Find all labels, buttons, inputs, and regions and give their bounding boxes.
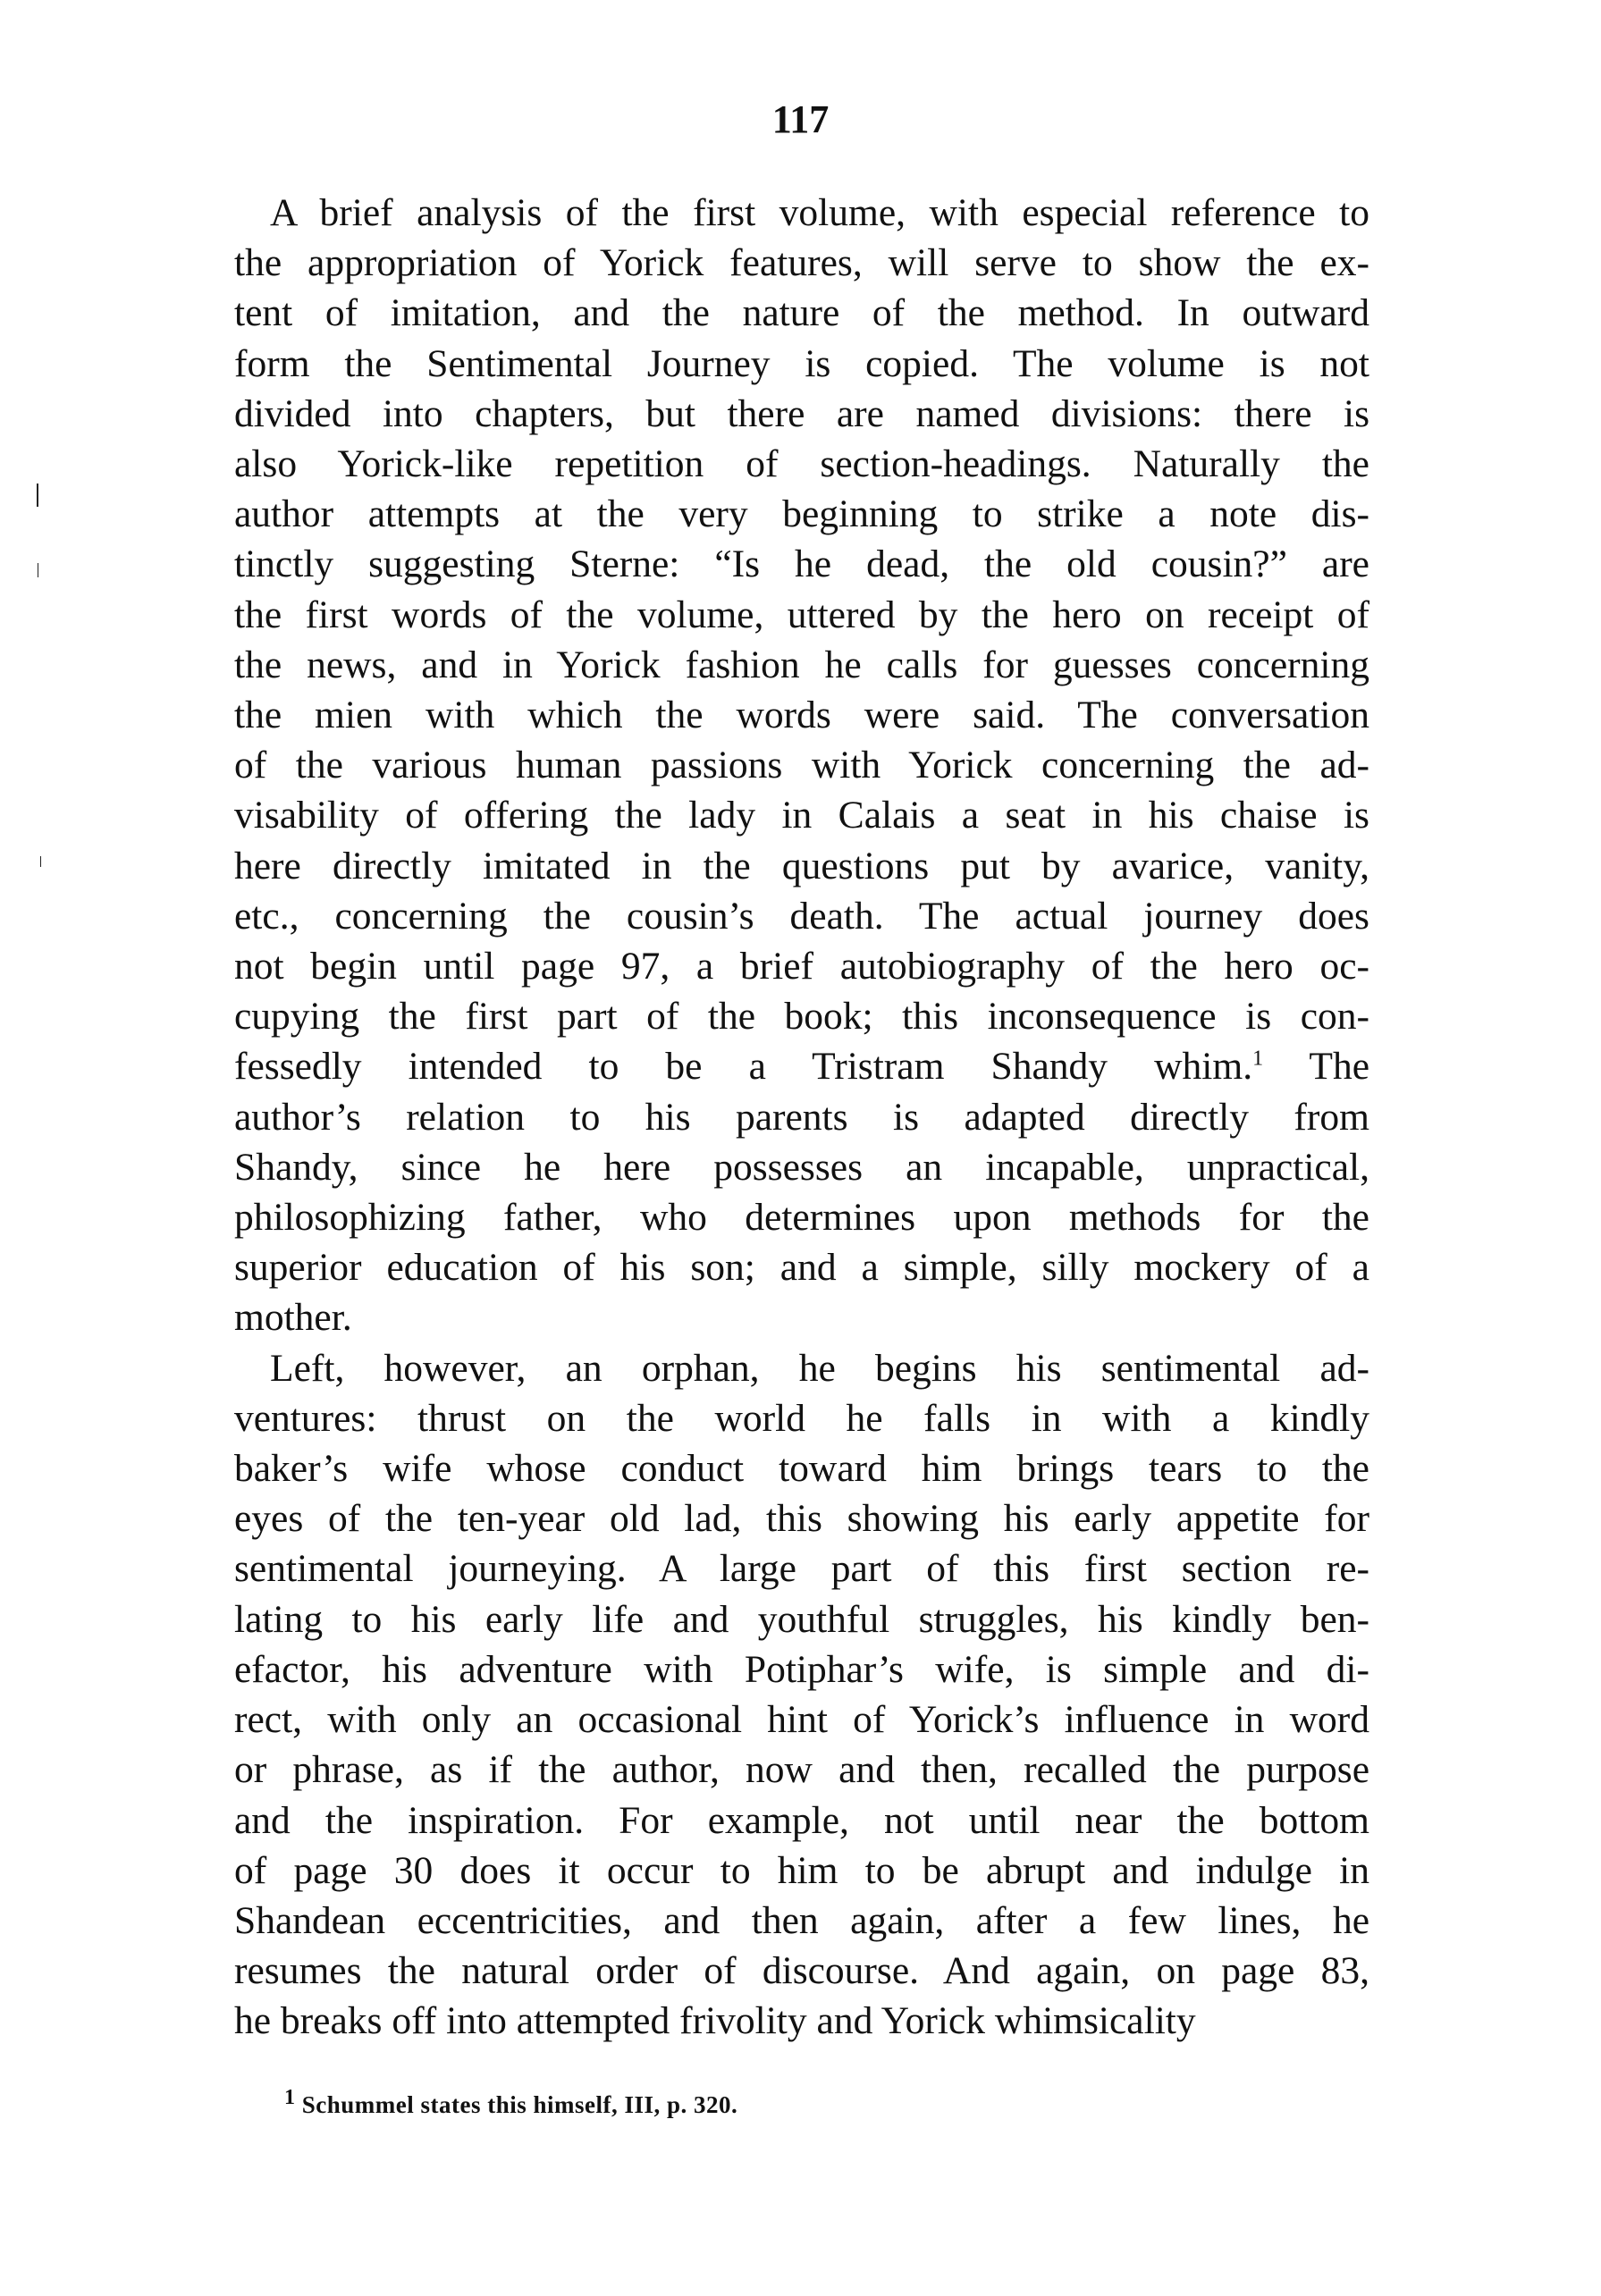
footnote-marker: 1 <box>284 2086 296 2109</box>
text-line: the mien with which the words were said. The conversation <box>234 694 1369 737</box>
text-line: and the inspiration. For example, not until near the bottom <box>234 1798 1369 1842</box>
text-line: author’s relation to his parents is adapted directly from <box>234 1095 1369 1139</box>
text-line: eyes of the ten-year old lad, this showing his early appetite for <box>234 1497 1369 1541</box>
text-line: also Yorick-like repetition of section-headings. Naturally the <box>234 442 1369 486</box>
text-line: tent of imitation, and the nature of the method. In outward <box>234 291 1369 335</box>
text-line: author attempts at the very beginning to strike a note dis- <box>234 492 1369 536</box>
text-line: the first words of the volume, uttered by the hero on receipt of <box>234 593 1369 636</box>
text-line: of page 30 does it occur to him to be abrupt and indulge in <box>234 1848 1369 1892</box>
footnote-ref: 1 <box>1252 1047 1264 1071</box>
text-line: sentimental journeying. A large part of this first section re- <box>234 1547 1369 1591</box>
text-line: mother. <box>234 1296 352 1340</box>
paragraph-1 <box>234 188 1369 1343</box>
text-line: of the various human passions with Yorick concerning the ad- <box>234 744 1369 787</box>
page-number: 117 <box>771 97 830 141</box>
text-line: Shandean eccentricities, and then again, after a few lines, he <box>234 1898 1369 1942</box>
text-line: visability of offering the lady in Calais a seat in his chaise is <box>234 794 1369 837</box>
margin-mark <box>40 856 41 867</box>
text-line: not begin until page 97, a brief autobiography of the hero oc- <box>234 945 1369 988</box>
text-line: Shandy, since he here possesses an incapable, unpractical, <box>234 1145 1369 1189</box>
text-line: ventures: thrust on the world he falls in with a kindly <box>234 1396 1369 1440</box>
text-line: the appropriation of Yorick features, will serve to show the ex- <box>234 241 1369 285</box>
text-line: he breaks off into attempted frivolity and Yorick whimsicality <box>234 1999 1196 2043</box>
text-line: here directly imitated in the questions put by avarice, vanity, <box>234 844 1369 887</box>
text-line: etc., concerning the cousin’s death. The actual journey does <box>234 894 1369 938</box>
text-line: cupying the first part of the book; this inconsequence is con- <box>234 995 1369 1039</box>
text-line: baker’s wife whose conduct toward him brings tears to the <box>234 1447 1369 1491</box>
text-line: fessedly intended to be a Tristram Shandy whim.$^1$ The <box>234 1045 1370 1089</box>
body-text <box>234 188 1369 2047</box>
text-line: the news, and in Yorick fashion he calls for guesses concerning <box>234 643 1369 686</box>
text-line: A brief analysis of the first volume, with especial reference to <box>270 191 1369 234</box>
footnote <box>284 2086 738 2119</box>
text-line: efactor, his adventure with Potiphar’s wife, is simple and di- <box>234 1647 1369 1691</box>
margin-mark <box>37 484 38 507</box>
text-line: philosophizing father, who determines upon methods for the <box>234 1196 1369 1240</box>
text-line: Left, however, an orphan, he begins his sentimental ad- <box>270 1346 1369 1390</box>
text-line: divided into chapters, but there are named divisions: there is <box>234 391 1369 435</box>
text-line: superior education of his son; and a simple, silly mockery of a <box>234 1246 1369 1290</box>
text-line: resumes the natural order of discourse. And again, on page 83, <box>234 1949 1369 1993</box>
text-line: or phrase, as if the author, now and then, recalled the purpose <box>234 1748 1369 1792</box>
footnote-text: Schummel states this himself, III, p. 320. <box>301 2091 738 2118</box>
text-line: rect, with only an occasional hint of Yorick’s influence in word <box>234 1698 1369 1742</box>
text-line: lating to his early life and youthful struggles, his kindly ben- <box>234 1597 1369 1641</box>
paragraph-2 <box>234 1343 1369 2047</box>
text-line: tinctly suggesting Sterne: “Is he dead, the old cousin?” are <box>234 542 1369 586</box>
text-line: form the Sentimental Journey is copied. The volume is not <box>234 341 1369 385</box>
